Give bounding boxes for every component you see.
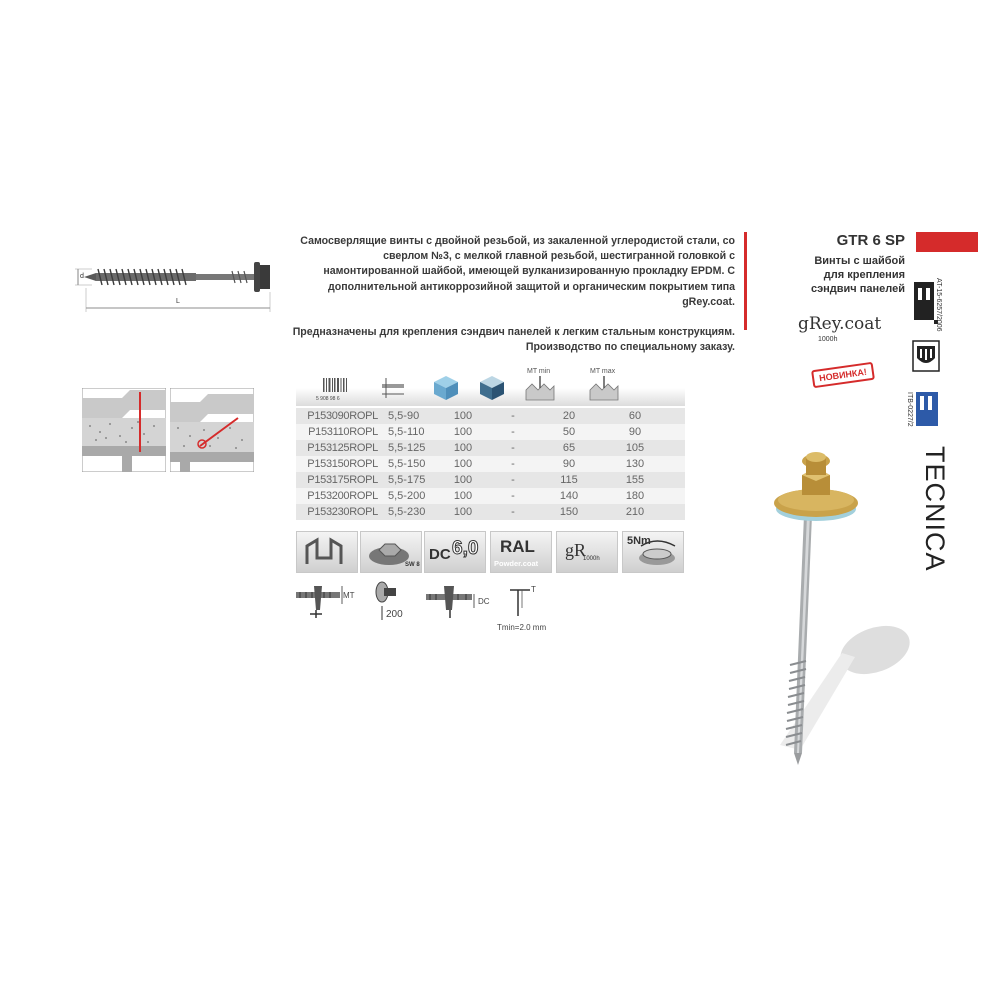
cell-mt-max: 105 [625,442,645,454]
tecnica-logo: TECNICA [920,446,950,572]
table-row [296,504,685,520]
torque-label: 5Nm [627,535,651,547]
product-title: GTR 6 SP [836,232,905,249]
tmin-label: Tmin=2.0 mm [497,623,547,632]
drill-rpm-label: 200 [386,609,403,620]
screw-drawing [70,252,280,322]
table-row [296,440,685,456]
drawing-label-l: L [176,298,180,305]
cell-size: 5,5-200 [388,490,426,502]
socket-size-label: SW 8 [405,562,420,568]
product-subtitle [760,254,905,296]
cell-mt-max: 60 [628,410,642,422]
table-row [296,472,685,488]
product-subtitle-line-1: Винты с шайбой [814,255,905,267]
cell-mt-min: 115 [560,474,578,486]
new-badge: НОВИНКА! [811,362,875,388]
drill-capacity-value: 6,0 [452,538,479,559]
cell-code: P153200ROPL [307,490,378,502]
cell-mt-max: 155 [625,474,645,486]
profile-icon [296,531,358,573]
powder-coat-label: Powder.coat [494,559,539,568]
thickness-label: T [531,585,536,594]
cell-code: P153125ROPL [307,442,378,454]
cell-mt-max: 210 [625,506,645,518]
coat-hours-label: 1000h [583,556,600,562]
mt-min-label: MT min [527,368,551,375]
cell-size: 5,5-175 [388,474,426,486]
drawing-label-d: d [80,273,84,280]
cert-number-1: AT-15-6257/2006 [935,278,942,332]
cell-code: P153175ROPL [307,474,378,486]
application-diagram-1 [82,388,166,472]
bulk-box-icon [476,372,508,402]
product-subtitle-line-3: сэндвич панелей [810,283,905,295]
ral-label: RAL [500,537,535,556]
description-paragraph-2: Предназначены для крепления сэндвич панелей к легким стальным конструкциям. Производство по специальному заказу. [292,326,735,354]
red-corner-block [916,232,978,252]
itb-cert-icon [916,392,938,426]
grey-coat-logo [798,314,882,343]
cell-mt-min: 20 [562,410,576,422]
cell-qty: 100 [453,410,473,422]
cell-mt-max: 90 [628,426,642,438]
cell-mt-min: 90 [562,458,576,470]
socket-sw8-icon [360,531,422,573]
cell-mt-min: 150 [559,506,579,518]
product-subtitle-line-2: для крепления [823,269,905,281]
screw-photo [760,445,920,770]
product-table [296,408,685,520]
cell-box: - [511,458,515,470]
cell-qty: 100 [453,506,473,518]
table-row [296,408,685,424]
install-mt-label: MT [343,591,355,600]
cell-qty: 100 [453,442,473,454]
dimension-icon [378,372,410,402]
cell-size: 5,5-150 [388,458,426,470]
cell-box: - [511,474,515,486]
table-row [296,488,685,504]
cell-qty: 100 [453,490,473,502]
drill-capacity-dc: DC [429,546,451,563]
cell-box: - [511,506,515,518]
cell-size: 5,5-90 [388,410,420,422]
cell-size: 5,5-110 [388,426,425,438]
description [288,234,735,355]
cell-mt-min: 50 [562,426,576,438]
description-paragraph-1: Самосверлящие винты с двойной резьбой, из закаленной углеродистой стали, со сверлом №3, с мелкой главной резьбой, шестигранной головкой с намонтированной шайбой, имеющей вулканизированную прокладку EPDM. С дополнительной антикоррозийной защитой и органическим покрытием типа gRey.coat. [300,235,735,308]
cell-mt-max: 130 [625,458,645,470]
table-row [296,456,685,472]
cell-mt-min: 140 [559,490,579,502]
svg-text:gR: gR [565,540,587,560]
cell-mt-min: 65 [562,442,576,454]
cell-qty: 100 [453,474,473,486]
install-dc-label: DC [478,597,490,606]
cell-code: P153110ROPL [308,426,378,438]
cell-code: P153090ROPL [307,410,378,422]
cell-code: P153230ROPL [307,506,378,518]
drill-capacity-icon [424,531,486,573]
install-mt-diagram [296,580,366,620]
barcode-number: 5 908 98 6 [316,396,340,402]
box-icon [430,372,462,402]
mt-max-icon [588,372,620,402]
mt-min-icon [524,372,556,402]
cell-box: - [511,490,515,502]
shield-cert-icon [912,340,940,372]
application-diagram-2 [170,388,254,472]
torque-icon [622,531,684,573]
cert-number-2: ITB-0227/2 [906,392,913,427]
table-row [296,424,685,440]
cell-box: - [511,426,515,438]
cell-size: 5,5-125 [388,442,426,454]
grey-coat-name: gRey.coat [798,314,882,334]
ral-powder-coat-icon [490,531,552,573]
cell-box: - [511,410,515,422]
cell-box: - [511,442,515,454]
cell-qty: 100 [453,426,473,438]
grey-coat-1000h-icon [556,531,618,573]
cell-mt-max: 180 [625,490,645,502]
accent-divider [744,232,747,330]
cell-code: P153150ROPL [307,458,378,470]
grey-coat-hours: 1000h [818,336,838,343]
cell-qty: 100 [453,458,473,470]
mt-max-label: MT max [590,368,616,375]
cell-size: 5,5-230 [388,506,426,518]
